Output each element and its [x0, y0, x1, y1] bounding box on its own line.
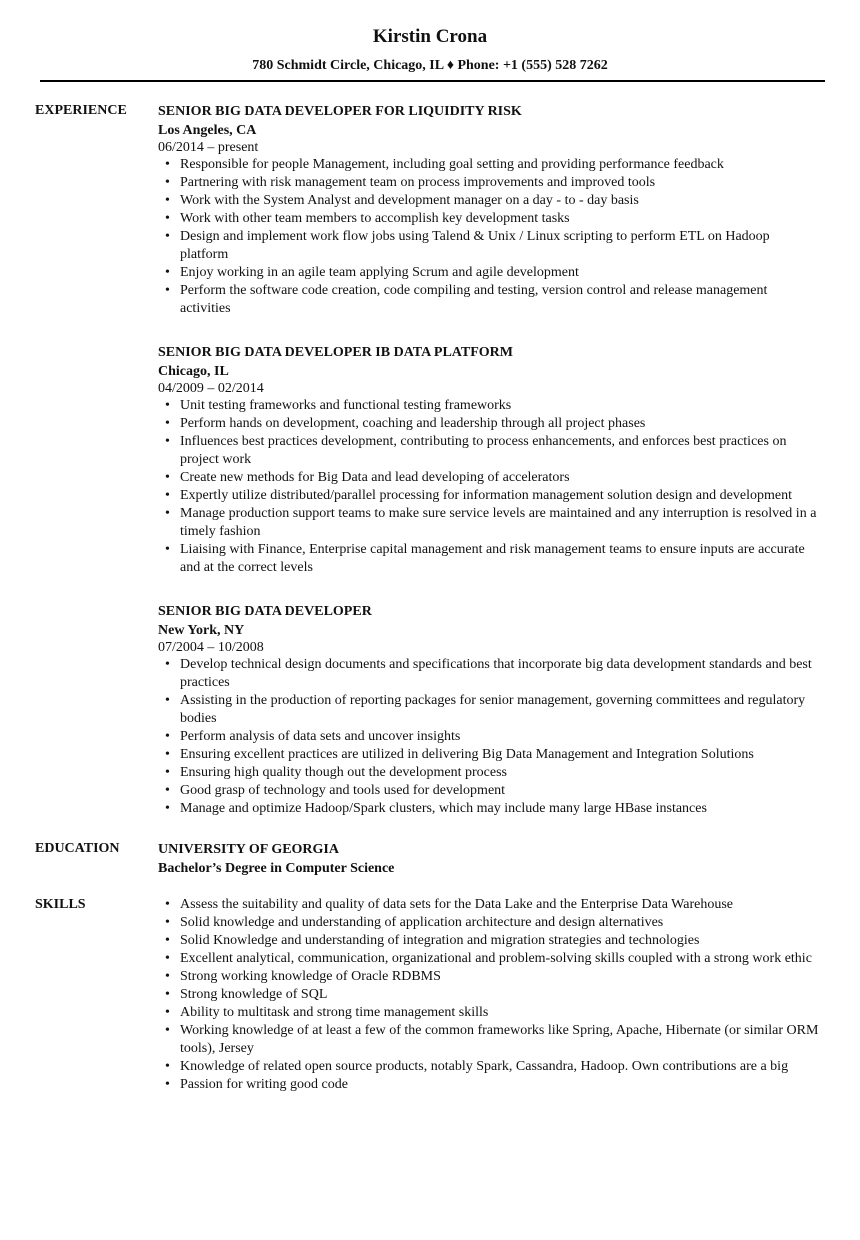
bullet-item: • Partnering with risk management team on process improvements and improved tools [180, 174, 820, 192]
job-title: SENIOR BIG DATA DEVELOPER FOR LIQUIDITY RISK [158, 104, 522, 119]
bullet-item: • Perform analysis of data sets and uncover insights [180, 728, 820, 746]
job-dates: 07/2004 – 10/2008 [158, 640, 264, 655]
job-location: Los Angeles, CA [158, 123, 257, 138]
skill-item: • Strong knowledge of SQL [180, 986, 820, 1004]
skill-item: • Knowledge of related open source products, notably Spark, Cassandra, Hadoop. Own contributions are a big [180, 1058, 820, 1076]
degree: Bachelor’s Degree in Computer Science [158, 861, 395, 876]
bullet-item: • Liaising with Finance, Enterprise capital management and risk management teams to ensure inputs are accurate and at the correct levels [180, 541, 820, 577]
education-section [0, 840, 860, 877]
skill-item: • Strong working knowledge of Oracle RDBMS [180, 968, 820, 986]
job-entry [158, 343, 820, 577]
skill-item: • Ability to multitask and strong time management skills [180, 1004, 820, 1022]
job-title: SENIOR BIG DATA DEVELOPER IB DATA PLATFORM [158, 345, 513, 360]
bullet-item: • Enjoy working in an agile team applying Scrum and agile development [180, 264, 820, 282]
candidate-name: Kirstin Crona [372, 26, 488, 47]
job-dates: 06/2014 – present [158, 140, 259, 155]
job-dates: 04/2009 – 02/2014 [158, 381, 264, 396]
bullet-item: • Ensuring high quality though out the development process [180, 764, 820, 782]
skill-item: • Passion for writing good code [180, 1076, 820, 1094]
contact-info: 780 Schmidt Circle, Chicago, IL ♦ Phone: +1 (555) 528 7262 [252, 58, 608, 73]
job-title: SENIOR BIG DATA DEVELOPER [158, 604, 372, 619]
job-entry [158, 102, 820, 318]
bullet-item: • Ensuring excellent practices are utilized in delivering Big Data Management and Integration Solutions [180, 746, 820, 764]
bullet-item: • Influences best practices development, contributing to process enhancements, and enforces best practices on project work [180, 433, 820, 469]
experience-list [158, 102, 820, 843]
bullet-item: • Responsible for people Management, including goal setting and providing performance feedback [180, 156, 820, 174]
bullet-item: • Develop technical design documents and specifications that incorporate big data development standards and best practices [180, 656, 820, 692]
bullet-item: • Design and implement work flow jobs using Talend & Unix / Linux scripting to perform ETL on Hadoop platform [180, 228, 820, 264]
skill-item: • Excellent analytical, communication, organizational and problem-solving skills coupled with a strong work ethic [180, 950, 820, 968]
bullet-item: • Create new methods for Big Data and lead developing of accelerators [180, 469, 820, 487]
section-label: EXPERIENCE [35, 103, 127, 118]
experience-section [0, 102, 860, 843]
resume-header [0, 0, 860, 74]
bullet-item: • Perform the software code creation, code compiling and testing, version control and release management activities [180, 282, 820, 318]
job-bullets [158, 656, 820, 818]
header-divider [40, 80, 825, 82]
skills-list [158, 896, 820, 1094]
skill-item: • Working knowledge of at least a few of the common frameworks like Spring, Apache, Hibernate (or similar ORM tools), Jersey [180, 1022, 820, 1058]
job-location: New York, NY [158, 623, 245, 638]
bullet-item: • Unit testing frameworks and functional testing frameworks [180, 397, 820, 415]
bullet-item: • Assisting in the production of reporting packages for senior management, governing committees and regulatory bodies [180, 692, 820, 728]
section-label: EDUCATION [35, 841, 120, 856]
bullet-item: • Perform hands on development, coaching and leadership through all project phases [180, 415, 820, 433]
bullet-item: • Expertly utilize distributed/parallel processing for information management solution design and development [180, 487, 820, 505]
bullet-item: • Good grasp of technology and tools used for development [180, 782, 820, 800]
skill-item: • Assess the suitability and quality of data sets for the Data Lake and the Enterprise Data Warehouse [180, 896, 820, 914]
skills-section [0, 896, 860, 1094]
job-bullets [158, 397, 820, 577]
job-entry [158, 602, 820, 818]
bullet-item: • Work with the System Analyst and development manager on a day - to - day basis [180, 192, 820, 210]
bullet-item: • Manage and optimize Hadoop/Spark clusters, which may include many large HBase instances [180, 800, 820, 818]
job-location: Chicago, IL [158, 364, 229, 379]
skill-item: • Solid Knowledge and understanding of integration and migration strategies and technologies [180, 932, 820, 950]
section-label: SKILLS [35, 897, 86, 912]
skill-item: • Solid knowledge and understanding of application architecture and design alternatives [180, 914, 820, 932]
bullet-item: • Work with other team members to accomplish key development tasks [180, 210, 820, 228]
job-bullets [158, 156, 820, 318]
school-name: UNIVERSITY OF GEORGIA [158, 842, 339, 857]
bullet-item: • Manage production support teams to make sure service levels are maintained and any interruption is resolved in a timely fashion [180, 505, 820, 541]
